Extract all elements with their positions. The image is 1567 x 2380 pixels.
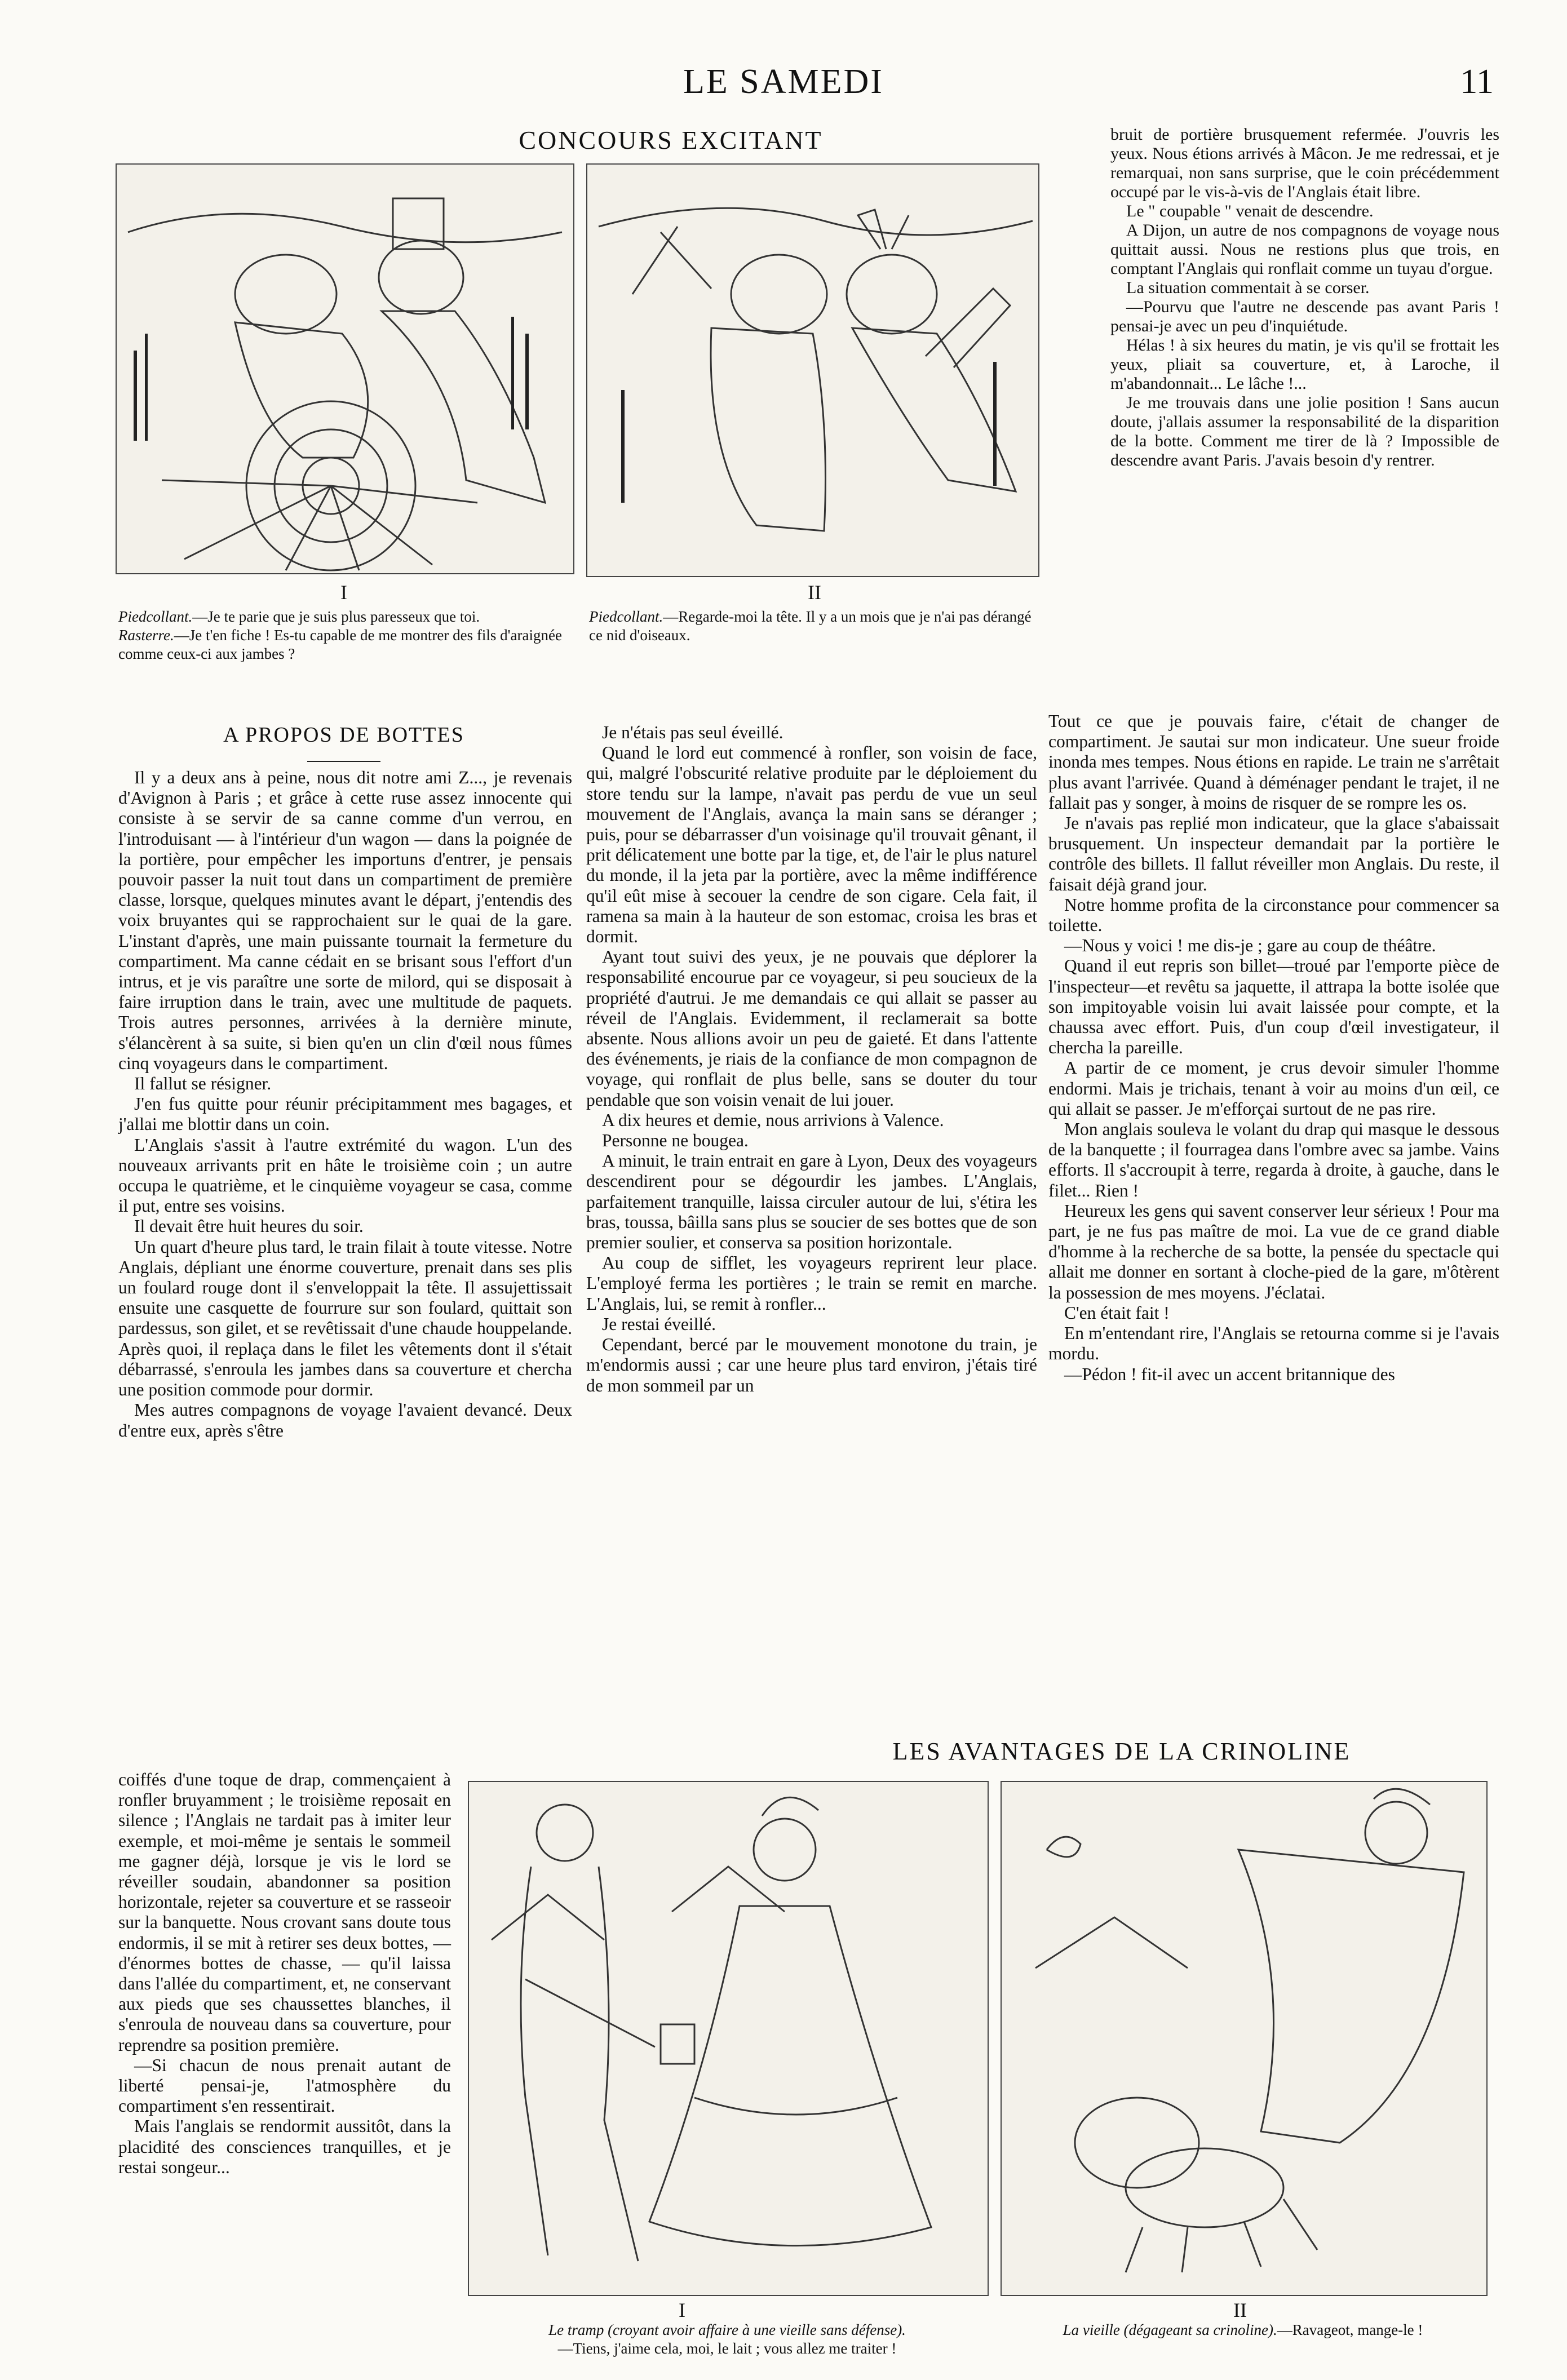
paragraph: —Nous y voici ! me dis-je ; gare au coup de théâtre. — [1064, 936, 1436, 956]
paragraph: A partir de ce moment, je crus devoir simuler l'homme endormi. Mais je trichais, tenant à voir au moins d'un œil, ce qui allait se passer. Je m'efforçai surtout de ne pas rire. — [1048, 1058, 1499, 1119]
paragraph: Un quart d'heure plus tard, le train filait à toute vitesse. Notre Anglais, dépliant une énorme couverture, prenait dans ses plis un foulard rouge dont il s'enveloppait la tête. Il assujettissait ensuite une casquette de fourrure sur son foulard, quittait son pardessus, son gilet, et se revêtissait d'une chaude houppelande. Après quoi, il replaça dans le filet les vêtements dont il s'était débarrassé, s'enroula les jambes dans sa couverture et chercha une position commode pour dormir. — [118, 1236, 572, 1400]
article-column-3 — [1048, 711, 1499, 1385]
caption-line: —Je t'en fiche ! Es-tu capable de me montrer des fils d'araignée comme ceux-ci aux jambes ? — [118, 627, 562, 662]
masthead — [0, 62, 1567, 113]
paragraph: J'en fus quitte pour réunir précipitamment mes bagages, et j'allai me blottir dans un coin. — [118, 1094, 572, 1134]
article-column-3-top — [1110, 125, 1499, 470]
paragraph: Quand le lord eut commencé à ronfler, son voisin de face, qui, malgré l'obscurité relative produite par le déploiement du store tendu sur la lampe, n'avait pas perdu de vue un seul mouvement de l'Anglais, avança la main sans se déranger ; puis, pour se débarrasser d'un voisinage qu'il trouvait gênant, il prit délicatement une botte par la tige, et, de l'air le plus naturel du monde, il la jeta par la portière, avec la même indifférence qu'il eût mise à secouer la cendre de son cigare. Cela fait, il ramena sa main à la hauteur de son estomac, croisa les bras et dormit. — [586, 743, 1037, 947]
concours-heading: CONCOURS EXCITANT — [519, 126, 823, 154]
page-number: 11 — [1460, 63, 1494, 101]
crinoline-heading: LES AVANTAGES DE LA CRINOLINE — [892, 1738, 1351, 1765]
paragraph: A Dijon, un autre de nos compagnons de voyage nous quittait aussi. Nous ne restions plus que trois, en comptant l'Anglais qui ronflait comme un tuyau d'orgue. — [1110, 221, 1499, 278]
speaker-name: Piedcollant. — [118, 608, 193, 625]
tramp-and-old-woman-sketch — [469, 1782, 988, 2295]
concours-panel-1-numeral: I — [340, 581, 347, 604]
concours-illustration-1 — [116, 163, 574, 574]
paragraph: A minuit, le train entrait en gare à Lyon, Deux des voyageurs descendirent pour se dégourdir les jambes. L'Anglais, parfaitement tranquille, laissa circuler autour de lui, s'étira les bras, toussa, bâilla sans plus se soucier de ses bottes que de son premier soulier, et conserva sa position horizontale. — [586, 1151, 1037, 1253]
paragraph: Personne ne bougea. — [602, 1131, 749, 1151]
paragraph: Il fallut se résigner. — [134, 1074, 272, 1094]
paragraph: Il y a deux ans à peine, nous dit notre ami Z..., je revenais d'Avignon à Paris ; et grâce à cette ruse assez innocente qui consiste à se servir de sa canne comme d'un verrou, en l'introduisant — à l'intérieur d'un wagon — dans la poignée de la portière, pour empêcher les importuns d'entrer, je pensais pouvoir passer la nuit tout dans un compartiment de première classe, lorsque, quelques minutes avant le départ, j'entendis des voix bruyantes qui se rapprochaient sur le quai de la gare. L'instant d'après, une main puissante tournait la fermeture du compartiment. Ma canne cédait en se brisant sous l'effort d'un intrus, et je vis paraître une sorte de milord, qui se disposait à faire irruption dans le train, avec une multitude de paquets. Trois autres personnes, arrivées à la dernière minute, s'élancèrent à sa suite, si bien qu'en un clin d'œil nous fûmes cinq voyageurs dans le compartiment. — [118, 768, 572, 1073]
paragraph: A dix heures et demie, nous arrivions à Valence. — [602, 1110, 944, 1130]
paragraph: Mes autres compagnons de voyage l'avaient devancé. Deux d'entre eux, après s'être — [118, 1400, 572, 1441]
concours-illustration-2 — [586, 163, 1039, 577]
paragraph: La situation commentait à se corser. — [1126, 278, 1370, 297]
caption-line: —Je te parie que je suis plus paresseux que toi. — [192, 608, 480, 625]
paragraph: Quand il eut repris son billet—troué par l'emporte pièce de l'inspecteur—et revêtu sa jaquette, il attrapa la botte isolée que son impitoyable voisin lui avait laissée pour compte, et la chaussa avec effort. Puis, d'un coup d'œil investigateur, il chercha la pareille. — [1048, 956, 1499, 1058]
concours-caption-2 — [589, 608, 1034, 645]
crinoline-caption-1 — [468, 2321, 986, 2358]
paragraph: Notre homme profita de la circonstance pour commencer sa toilette. — [1048, 894, 1499, 936]
speaker-name: Le tramp (croyant avoir affaire à une vieille sans défense). — [548, 2321, 906, 2338]
speaker-name: Piedcollant. — [589, 608, 663, 625]
paragraph: Tout ce que je pouvais faire, c'était de changer de compartiment. Je sautai sur mon indicateur. Une sueur froide inonda mes tempes. Nous étions en rapide. Le train ne s'arrêtait plus avant l'arrivée. Quand à déménager pendant le trajet, il ne fallait pas y songer, à moins de risquer de se rompre les os. — [1048, 711, 1499, 813]
article-column-2 — [586, 723, 1037, 1396]
crinoline-panel-1-numeral: I — [679, 2299, 685, 2321]
concours-panel-2-numeral: II — [808, 581, 821, 604]
paragraph: —Si chacun de nous prenait autant de liberté pensai-je, l'atmosphère du compartiment s'en ressentirait. — [118, 2055, 451, 2116]
lazy-men-sketch-2 — [587, 165, 1038, 576]
paragraph: Le " coupable " venait de descendre. — [1126, 202, 1374, 220]
paragraph: En m'entendant rire, l'Anglais se retourna comme si je l'avais mordu. — [1048, 1323, 1499, 1364]
paragraph: bruit de portière brusquement refermée. J'ouvris les yeux. Nous étions arrivés à Mâcon. Je me redressai, et je remarquai, non sans surprise, que le coin précédemment occupé par le vis-à-vis de l'Anglais était libre. — [1110, 125, 1499, 201]
paragraph: Au coup de sifflet, les voyageurs reprirent leur place. L'employé ferma les portières ; le train se remit en marche. L'Anglais, lui, se remit à ronfler... — [586, 1253, 1037, 1314]
caption-line: —Tiens, j'aime cela, moi, le lait ; vous allez me traiter ! — [557, 2340, 897, 2357]
paragraph: C'en était fait ! — [1064, 1302, 1170, 1323]
article-column-1-narrow — [118, 1770, 451, 2178]
caption-line: —Regarde-moi la tête. Il y a un mois que je n'ai pas dérangé ce nid d'oiseaux. — [589, 608, 1032, 644]
speaker-name: Rasterre. — [118, 627, 174, 644]
concours-caption-1 — [118, 608, 575, 663]
paragraph: —Pédon ! fit-il avec un accent britannique des — [1064, 1364, 1395, 1384]
crinoline-panel-2-numeral: II — [1233, 2299, 1247, 2321]
paragraph: Hélas ! à six heures du matin, je vis qu'il se frottait les yeux, pliait sa couverture, et, à Laroche, il m'abandonnait... Le lâche !... — [1110, 336, 1499, 393]
paragraph: Je n'avais pas replié mon indicateur, que la glace s'abaissait brusquement. Un inspecteur demandait par la portière le contrôle des billets. Il fallut réveiller mon Anglais. Du reste, il faisait déjà grand jour. — [1048, 813, 1499, 894]
paragraph: Il devait être huit heures du soir. — [134, 1216, 364, 1236]
paragraph: Mais l'anglais se rendormit aussitôt, dans la placidité des consciences tranquilles, et je restai songeur... — [118, 2116, 451, 2177]
crinoline-caption-2 — [1001, 2321, 1485, 2339]
newspaper-title: LE SAMEDI — [683, 63, 884, 101]
article-column-1 — [118, 768, 572, 1441]
old-woman-and-dog-sketch — [1002, 1782, 1486, 2295]
crinoline-illustration-2 — [1001, 1781, 1488, 2296]
paragraph: Je restai éveillé. — [602, 1314, 716, 1334]
paragraph: —Pourvu que l'autre ne descende pas avant Paris ! pensai-je avec un peu d'inquiétude. — [1110, 298, 1499, 335]
paragraph: Heureux les gens qui savent conserver leur sérieux ! Pour ma part, je ne fus pas maître de moi. La vue de ce grand diable d'homme à la recherche de sa botte, la pensée du spectacle qui allait me donner en sortant à cloche-pied de la gare, m'ôtèrent la possession de mes moyens. J'éclatai. — [1048, 1200, 1499, 1302]
paragraph: L'Anglais s'assit à l'autre extrémité du wagon. L'un des nouveaux arrivants prit en hâte le troisième coin ; un autre occupa le quatrième, et le cinquième voyageur se casa, comme il put, entre ses voisins. — [118, 1134, 572, 1216]
speaker-name: La vieille (dégageant sa crinoline). — [1063, 2321, 1277, 2338]
caption-line: —Ravageot, mange-le ! — [1277, 2321, 1423, 2338]
lazy-men-sketch-1 — [117, 165, 573, 573]
crinoline-illustration-1 — [468, 1781, 989, 2296]
paragraph: Cependant, bercé par le mouvement monotone du train, je m'endormis aussi ; car une heure plus tard environ, j'étais tiré de mon sommeil par un — [586, 1335, 1037, 1395]
paragraph: coiffés d'une toque de drap, commençaient à ronfler bruyamment ; le troisième reposait en silence ; l'Anglais ne tardait pas à imiter leur exemple, et moi-même je sentais le sommeil me gagner déjà, lorsque je vis le lord se réveiller soudain, abandonner sa position horizontale, rejeter sa couverture et se rasseoir sur la banquette. Nous crovant sans doute tous endormis, il se mit à retirer ses deux bottes, — d'énormes bottes de chasse, — qu'il laissa dans l'allée du compartiment, et, ne conservant aux pieds que ses chaussettes blanches, il s'enroula de nouveau dans sa couverture, pour reprendre sa position première. — [118, 1770, 451, 2055]
heading-rule — [307, 761, 380, 762]
paragraph: Mon anglais souleva le volant du drap qui masque le dessous de la banquette ; il fourragea dans l'ombre avec sa jambe. Vains efforts. Il s'accroupit à terre, regarda à droite, à gauche, dans le filet... Rien ! — [1048, 1119, 1499, 1200]
paragraph: Ayant tout suivi des yeux, je ne pouvais que déplorer la responsabilité encourue par ce voyageur, si peu soucieux de la propriété d'autrui. Je me demandais ce qui allait se passer au réveil de l'Anglais. Evidemment, il reclamerait sa botte absente. Nous allions avoir un peu de gaieté. Et dans l'attente des événements, je riais de la confiance de mon compagnon de voyage, qui ronflait de plus belle, sans se douter du tour pendable que son voisin venait de lui jouer. — [586, 947, 1037, 1110]
paragraph: Je n'étais pas seul éveillé. — [602, 723, 784, 742]
article-heading: A PROPOS DE BOTTES — [223, 723, 464, 747]
paragraph: Je me trouvais dans une jolie position ! Sans aucun doute, j'allais assumer la responsabilité de la disparition de la botte. Comment me tirer de là ? Impossible de descendre avant Paris. J'avais besoin d'y rentrer. — [1110, 393, 1499, 469]
